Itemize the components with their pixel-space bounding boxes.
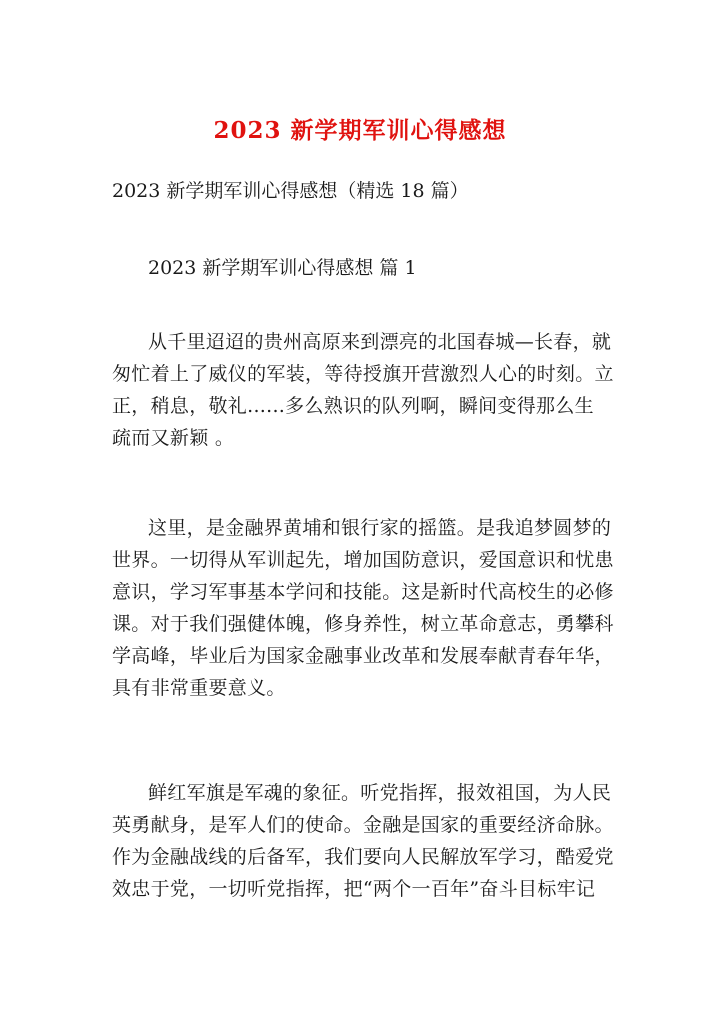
paragraph-line: 世界。一切得从军训起先，增加国防意识，爱国意识和忧患 (112, 549, 614, 571)
document-subtitle: 2023 新学期军训心得感想（精选 18 篇） (112, 180, 469, 202)
paragraph-line: 从千里迢迢的贵州高原来到漂亮的北国春城—长春，就 (148, 331, 612, 353)
paragraph-line: 鲜红军旗是军魂的象征。听党指挥，报效祖国，为人民 (148, 782, 612, 804)
paragraph-line: 匆忙着上了威仪的军装，等待授旗开营激烈人心的时刻。立 (112, 363, 614, 385)
paragraph-line: 正，稍息，敬礼......多么熟识的队列啊，瞬间变得那么生 (112, 395, 594, 417)
paragraph-line: 效忠于党，一切听党指挥，把“两个一百年”奋斗目标牢记 (112, 878, 596, 900)
paragraph-line: 英勇献身，是军人们的使命。金融是国家的重要经济命脉。 (112, 814, 614, 836)
paragraph-line: 意识，学习军事基本学问和技能。这是新时代高校生的必修 (112, 581, 614, 603)
paragraph-line: 课。对于我们强健体魄，修身养性，树立革命意志，勇攀科 (112, 613, 614, 635)
paragraph-line: 具有非常重要意义。 (112, 677, 286, 699)
paragraph-2 (112, 512, 612, 704)
section-heading: 2023 新学期军训心得感想 篇 1 (148, 257, 417, 279)
paragraph-line: 这里，是金融界黄埔和银行家的摇篮。是我追梦圆梦的 (148, 517, 612, 539)
paragraph-line: 学高峰，毕业后为国家金融事业改革和发展奉献青春年华， (112, 645, 614, 667)
document-title: 2023 新学期军训心得感想 (213, 117, 507, 144)
paragraph-line: 作为金融战线的后备军，我们要向人民解放军学习，酷爱党 (112, 846, 614, 868)
paragraph-line: 疏而又新颖 。 (112, 427, 235, 449)
paragraph-1 (112, 326, 612, 454)
paragraph-3 (112, 777, 612, 905)
